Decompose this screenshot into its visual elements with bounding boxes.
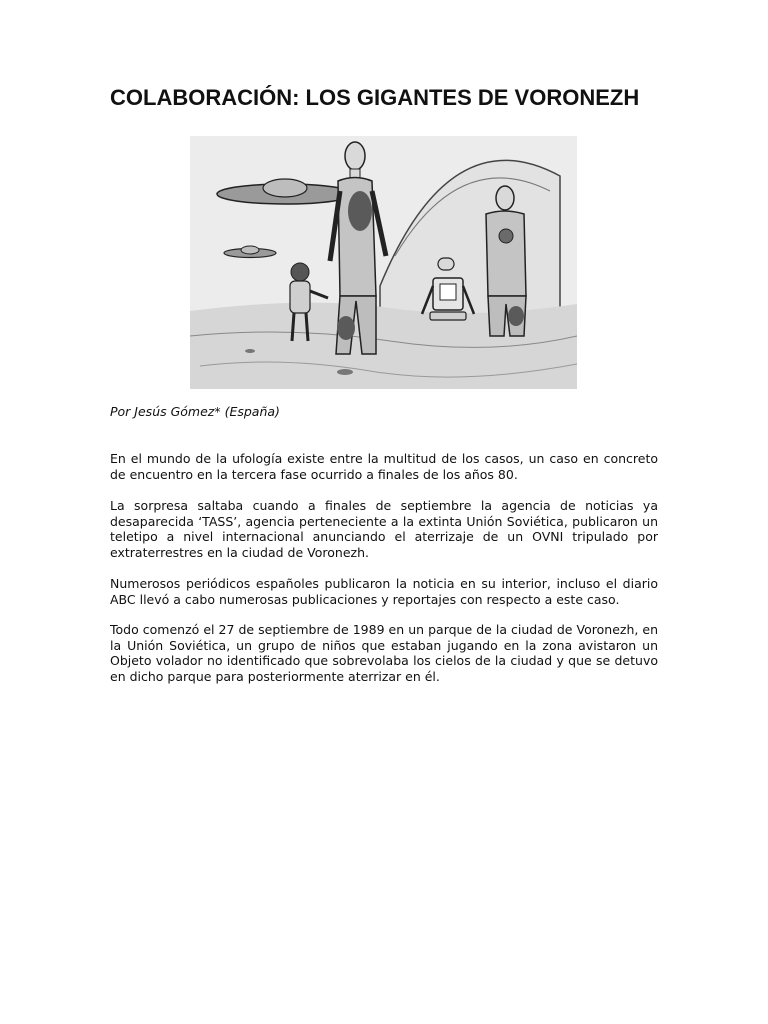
article-byline: Por Jesús Gómez* (España) [110, 404, 280, 419]
illustration [190, 136, 577, 389]
document-page [110, 0, 658, 1024]
paragraph-2: La sorpresa saltaba cuando a finales de septiembre la agencia de noticias ya desaparecida ‘TASS’, agencia perteneciente a la extinta Unión Soviética, publicaron un teletipo a nivel internacional anunciando el aterrizaje de un OVNI tripulado por extraterrestres en la ciudad de Voronezh. [110, 498, 658, 561]
ufo-encounter-sketch-icon [190, 136, 577, 389]
paragraph-4: Todo comenzó el 27 de septiembre de 1989 en un parque de la ciudad de Voronezh, en la Unión Soviética, un grupo de niños que estaban jugando en la zona avistaron un Objeto volador no identificado que sobrevolaba los cielos de la ciudad y que se detuvo en dicho parque para posteriormente aterrizar en él. [110, 622, 658, 685]
article-title: COLABORACIÓN: LOS GIGANTES DE VORONEZH [110, 85, 640, 110]
paragraph-1: En el mundo de la ufología existe entre la multitud de los casos, un caso en concreto de encuentro en la tercera fase ocurrido a finales de los años 80. [110, 451, 658, 482]
paragraph-3: Numerosos periódicos españoles publicaron la noticia en su interior, incluso el diario ABC llevó a cabo numerosas publicaciones y reportajes con respecto a este caso. [110, 576, 658, 607]
